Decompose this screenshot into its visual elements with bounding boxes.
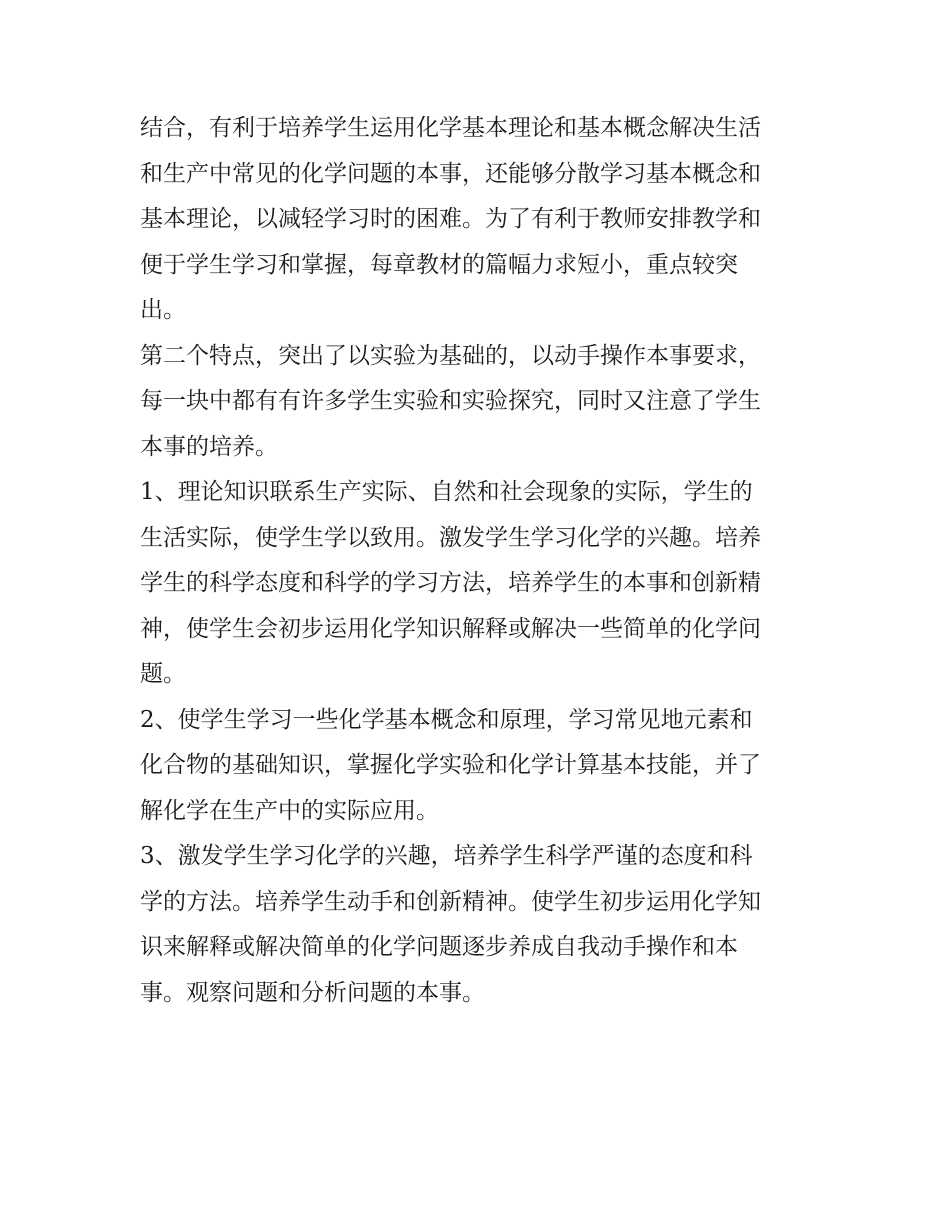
text-line: 基本理论，以减轻学习时的困难。为了有利于教师安排教学和 [140, 206, 761, 232]
text-line: 识来解释或解决简单的化学问题逐步养成自我动手操作和本 [140, 934, 738, 960]
text-line: 2、使学生学习一些化学基本概念和原理，学习常见地元素和 [140, 706, 753, 733]
text-line: 第二个特点，突出了以实验为基础的，以动手操作本事要求， [140, 342, 761, 369]
text-line: 学的方法。培养学生动手和创新精神。使学生初步运用化学知 [140, 888, 761, 915]
text-line: 本事的培养。 [140, 433, 278, 460]
text-line: 和生产中常见的化学问题的本事，还能够分散学习基本概念和 [140, 160, 761, 187]
text-line: 化合物的基础知识，掌握化学实验和化学计算基本技能，并了 [140, 752, 761, 778]
text-line: 解化学在生产中的实际应用。 [140, 797, 439, 824]
text-line: 每一块中都有有许多学生实验和实验探究，同时又注意了学生 [140, 388, 761, 414]
text-line: 事。观察问题和分析问题的本事。 [140, 979, 485, 1006]
text-line: 生活实际，使学生学以致用。激发学生学习化学的兴趣。培养 [140, 524, 761, 551]
document-body [140, 106, 820, 1016]
text-line: 1、理论知识联系生产实际、自然和社会现象的实际，学生的 [140, 479, 753, 505]
text-line: 3、激发学生学习化学的兴趣，培养学生科学严谨的态度和科 [140, 843, 753, 869]
text-line: 神，使学生会初步运用化学知识解释或解决一些简单的化学问 [140, 615, 761, 642]
text-line: 学生的科学态度和科学的学习方法，培养学生的本事和创新精 [140, 570, 761, 596]
text-line: 题。 [140, 661, 186, 687]
text-line: 便于学生学习和掌握，每章教材的篇幅力求短小，重点较突 [140, 251, 738, 278]
text-line: 出。 [140, 297, 186, 323]
text-line: 结合，有利于培养学生运用化学基本理论和基本概念解决生活 [140, 115, 761, 141]
